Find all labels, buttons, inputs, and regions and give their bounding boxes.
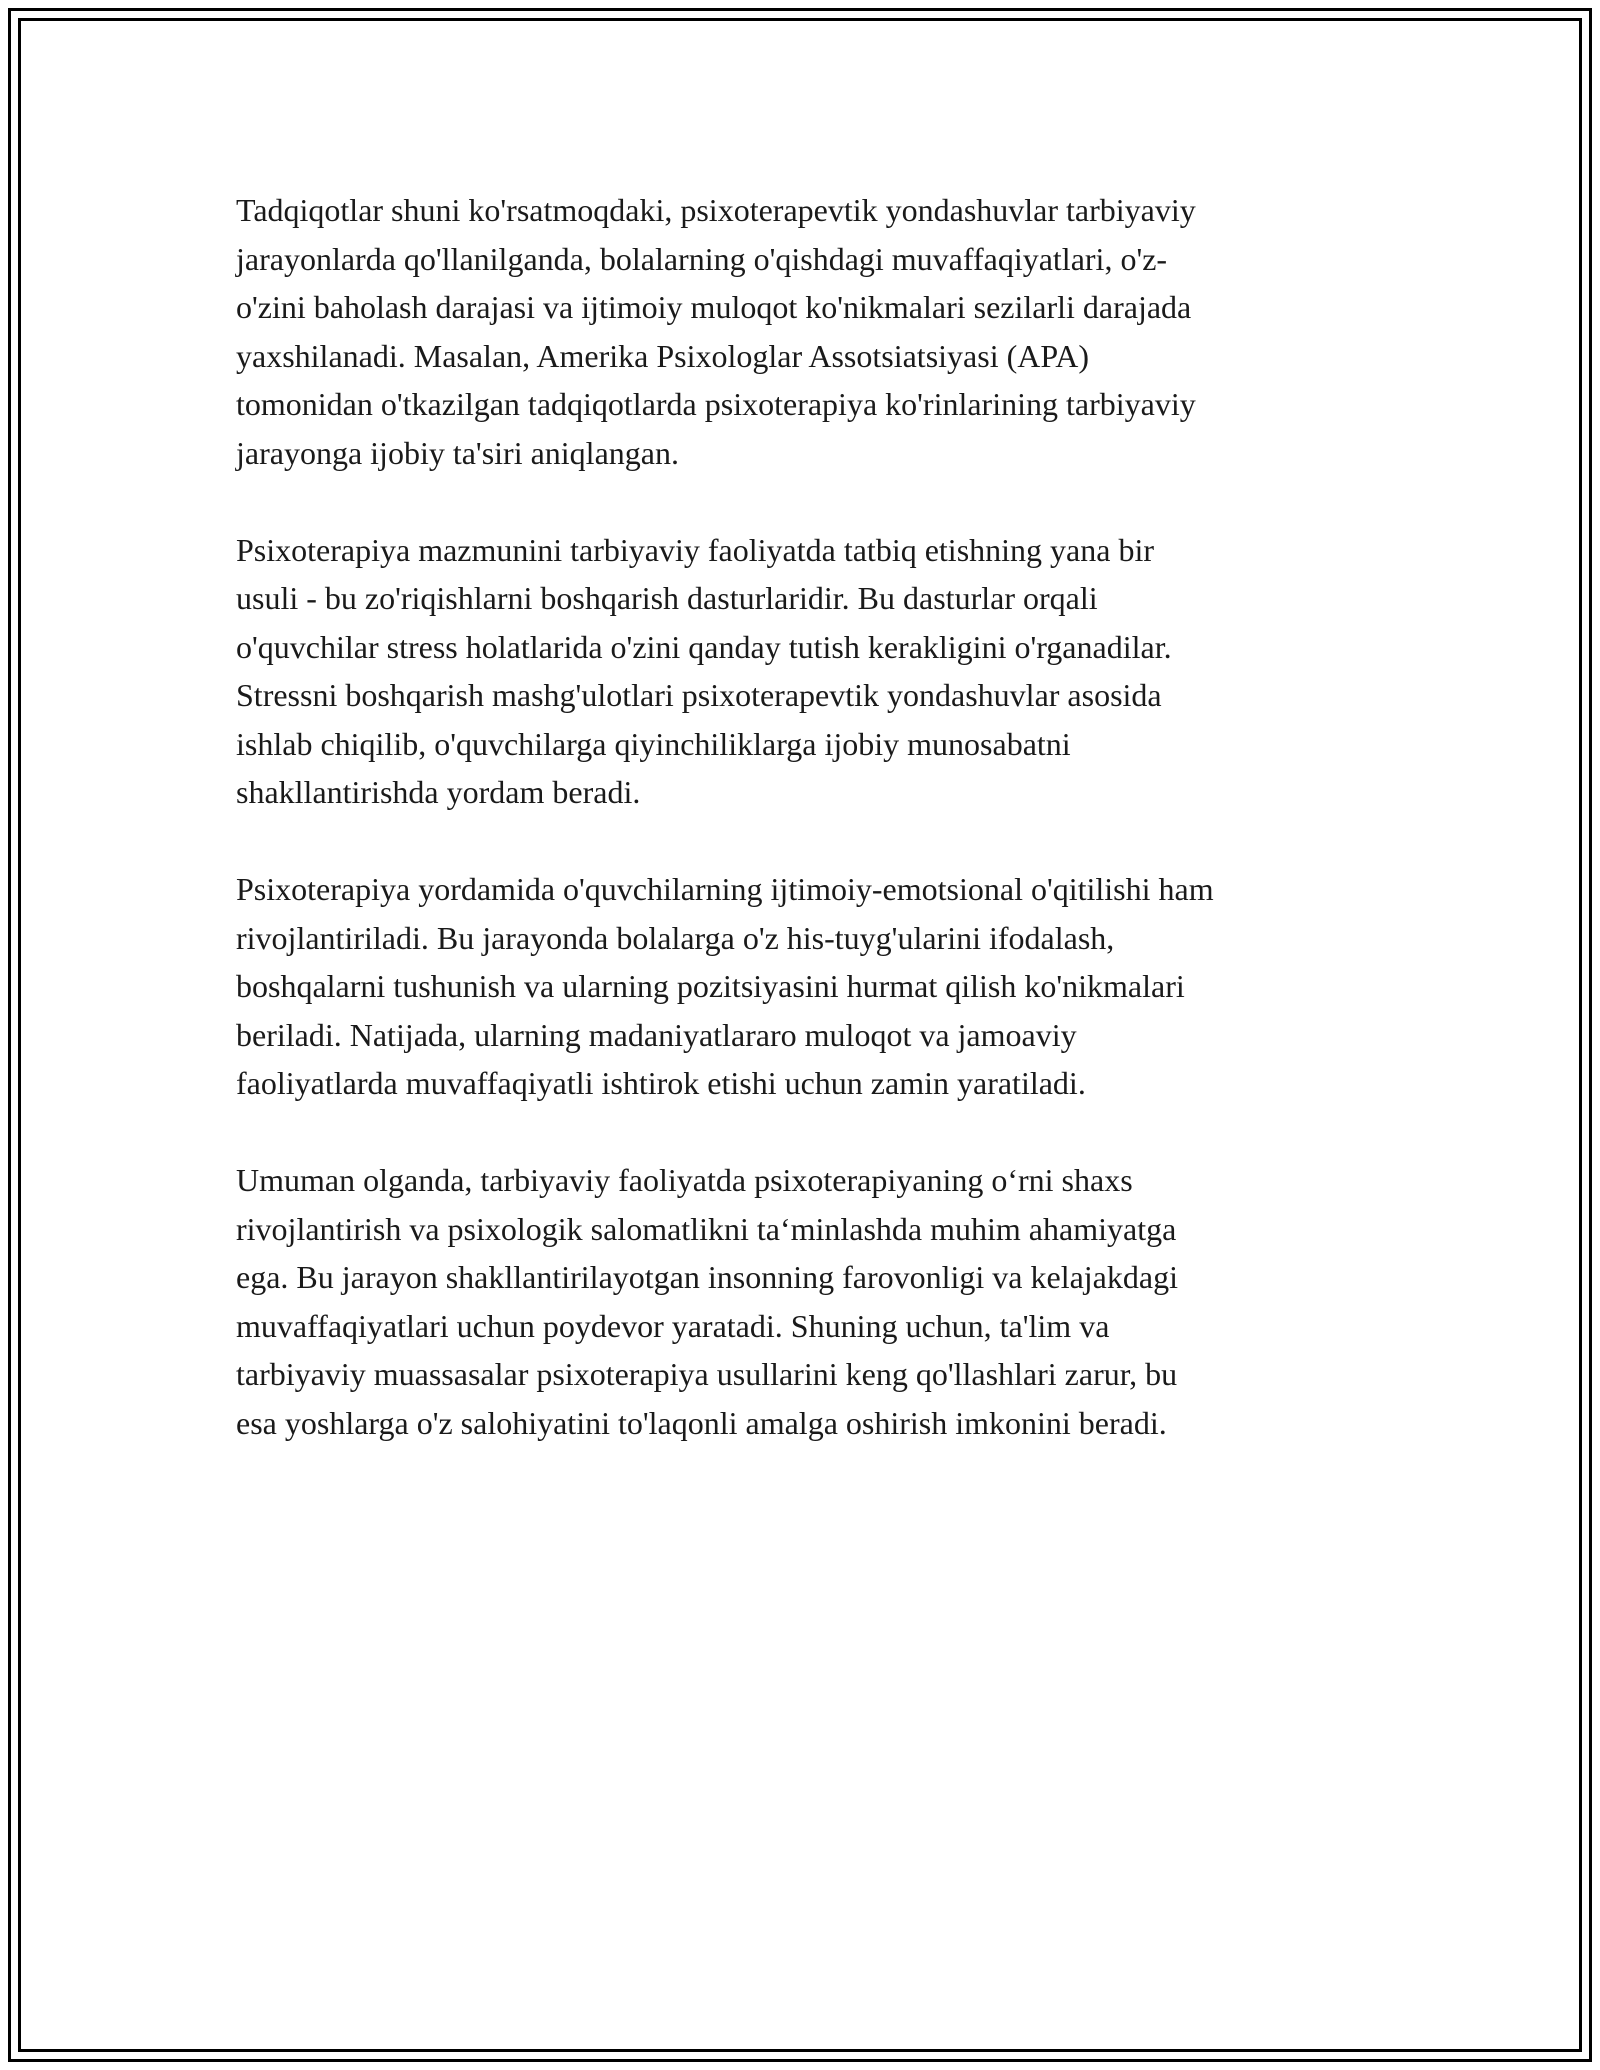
paragraph-line: beriladi. Natijada, ularning madaniyatlararo muloqot va jamoaviy <box>236 1016 1077 1053</box>
paragraph-line: Umuman olganda, tarbiyaviy faoliyatda psixoterapiyaning o‘rni shaxs <box>236 1162 1133 1198</box>
paragraph-line: ega. Bu jarayon shakllantirilayotgan insonning farovonligi va kelajakdagi <box>236 1259 1178 1295</box>
paragraph-2 <box>236 526 1366 817</box>
paragraph-4 <box>236 1156 1366 1447</box>
paragraph-3 <box>236 865 1366 1108</box>
paragraph-line: Stressni boshqarish mashg'ulotlari psixoterapevtik yondashuvlar asosida <box>236 677 1162 713</box>
paragraph-1 <box>236 186 1366 477</box>
paragraph-line: Psixoterapiya mazmunini tarbiyaviy faoliyatda tatbiq etishning yana bir <box>236 531 1154 568</box>
paragraph-line: tomonidan o'tkazilgan tadqiqotlarda psixoterapiya ko'rinlarining tarbiyaviy <box>236 386 1196 422</box>
document-body <box>236 186 1366 1496</box>
paragraph-line: esa yoshlarga o'z salohiyatini to'laqonli amalga oshirish imkonini beradi. <box>236 1404 1167 1441</box>
paragraph-line: muvaffaqiyatlari uchun poydevor yaratadi. Shuning uchun, ta'lim va <box>236 1307 1110 1344</box>
paragraph-line: rivojlantirish va psixologik salomatlikni ta‘minlashda muhim ahamiyatga <box>236 1210 1177 1247</box>
paragraph-line: faoliyatlarda muvaffaqiyatli ishtirok etishi uchun zamin yaratiladi. <box>236 1065 1086 1101</box>
paragraph-line: jarayonga ijobiy ta'siri aniqlangan. <box>236 434 679 471</box>
paragraph-line: o'zini baholash darajasi va ijtimoiy muloqot ko'nikmalari sezilarli darajada <box>236 289 1192 325</box>
paragraph-line: rivojlantiriladi. Bu jarayonda bolalarga o'z his-tuyg'ularini ifodalash, <box>236 919 1115 956</box>
paragraph-line: o'quvchilar stress holatlarida o'zini qanday tutish kerakligini o'rganadilar. <box>236 628 1172 665</box>
paragraph-line: usuli - bu zo'riqishlarni boshqarish dasturlaridir. Bu dasturlar orqali <box>236 580 1098 616</box>
paragraph-line: jarayonlarda qo'llanilganda, bolalarning o'qishdagi muvaffaqiyatlari, o'z- <box>236 240 1168 277</box>
paragraph-line: tarbiyaviy muassasalar psixoterapiya usullarini keng qo'llashlari zarur, bu <box>236 1356 1178 1392</box>
paragraph-line: Psixoterapiya yordamida o'quvchilarning ijtimoiy-emotsional o'qitilishi ham <box>236 871 1214 907</box>
paragraph-line: Tadqiqotlar shuni ko'rsatmoqdaki, psixoterapevtik yondashuvlar tarbiyaviy <box>236 192 1196 228</box>
paragraph-line: yaxshilanadi. Masalan, Amerika Psixologlar Assotsiatsiyasi (APA) <box>236 337 1089 374</box>
paragraph-line: shakllantirishda yordam beradi. <box>236 774 641 810</box>
paragraph-line: boshqalarni tushunish va ularning pozitsiyasini hurmat qilish ko'nikmalari <box>236 968 1185 1004</box>
paragraph-line: ishlab chiqilib, o'quvchilarga qiyinchiliklarga ijobiy munosabatni <box>236 725 1071 762</box>
